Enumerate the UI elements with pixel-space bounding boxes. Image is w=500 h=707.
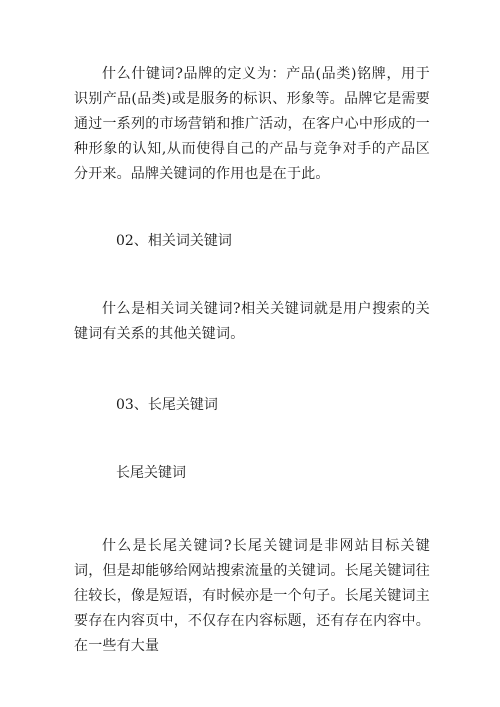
section-heading-related-keyword: 02、相关词关键词 xyxy=(116,233,232,249)
paragraph-longtail-keyword: 什么是长尾关键词?长尾关键词是非网站目标关键词，但是却能够给网站搜索流量的关键词。长尾关键词往往较长，像是短语，有时候亦是一个句子。长尾关键词主要存在内容页中，不仅存在内容标题，还有存在内容中。在一些有大量 xyxy=(74,538,430,654)
subheading-longtail-keyword: 长尾关键词 xyxy=(116,465,186,481)
section-heading-longtail-keyword: 03、长尾关键词 xyxy=(116,397,218,413)
paragraph-brand-keyword: 什么什键词?品牌的定义为：产品(品类)铭牌，用于识别产品(品类)或是服务的标识、形象等。品牌它是需要通过一系列的市场营销和推广活动，在客户心中形成的一种形象的认知,从而使得自己的产品与竞争对手的产品区分开来。品牌关键词的作用也是在于此。 xyxy=(74,66,430,182)
paragraph-related-keyword: 什么是相关词关键词?相关关键词就是用户搜索的关键词有关系的其他关键词。 xyxy=(74,301,430,342)
